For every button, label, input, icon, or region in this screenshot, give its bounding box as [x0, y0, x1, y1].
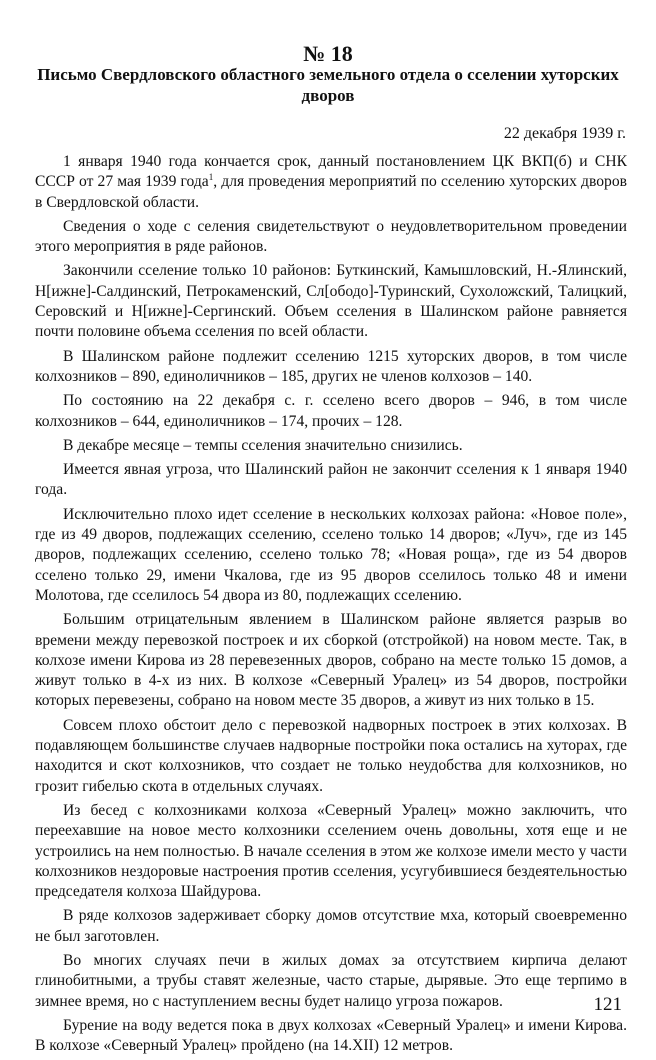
document-body [35, 152, 627, 1060]
page-number: 121 [593, 994, 622, 1015]
paragraph: Закончили сселение только 10 районов: Буткинский, Камышловский, Н.-Ялинский, Н[ижне]-Салдинский, Петрокаменский, Сл[ободо]-Туринский, Сухоложский, Талицкий, Серовский и Н[ижне]-Сергинский. Объем сселения в Шалинском районе равняется почти половине объема сселения по всей области. [35, 262, 627, 341]
paragraph: Из бесед с колхозниками колхоза «Северный Уралец» можно заключить, что переехавшие на новое место колхозники сселением очень довольны, хотя еще и не устроились на нем полностью. В начале сселения в этом же колхозе имели место у части колхозников нездоровые настроения против сселения, усугубившиеся бездеятельностью председателя колхоза Шайдурова. [35, 801, 627, 901]
paragraph: Большим отрицательным явлением в Шалинском районе является разрыв во времени между перевозкой построек и их сборкой (отстройкой) на новом месте. Так, в колхозе имени Кирова из 28 перевезенных дворов, собрано на месте только 15 домов, а живут только в 4-х из них. В колхозе «Северный Уралец» из 54 дворов, постройки которых перевезены, собрано на новом месте 35 дворов, а живут из них только в 15. [35, 611, 627, 710]
paragraph: Сведения о ходе с селения свидетельствуют о неудовлетворительном проведении этого мероприятия в ряде районов. [35, 217, 627, 256]
document-date: 22 декабря 1939 г. [503, 125, 626, 142]
paragraph-text: , для проведения мероприятий по сселению хуторских дворов в Свердловской области. [35, 173, 627, 211]
document-title: Письмо Свердловского областного земельного отдела о сселении хуторских дворов [37, 65, 619, 105]
paragraph: Во многих случаях печи в жилых домах за отсутствием кирпича делают глинобитными, а трубы ставят железные, часто старые, дырявые. Это еще терпимо в зимнее время, но с наступлением весны будет налицо угроза пожаров. [35, 951, 627, 1010]
paragraph: По состоянию на 22 декабря с. г. сселено всего дворов – 946, в том числе колхозников – 644, единоличников – 174, прочих – 128. [35, 392, 627, 430]
footnote-mark: 1 [208, 172, 214, 183]
paragraph: В Шалинском районе подлежит сселению 1215 хуторских дворов, в том числе колхозников – 890, единоличников – 185, других не членов колхозов – 140. [35, 347, 627, 385]
paragraph: Исключительно плохо идет сселение в нескольких колхозах района: «Новое поле», где из 49 дворов, подлежащих сселению, сселено только 14 дворов; «Луч», где из 145 дворов, подлежащих сселению, сселено только 78; «Новая роща», где из 54 дворов сселено только 29, имени Чкалова, где из 95 дворов сселилось только 48 и имени Молотова, где сселилось 54 двора из 80, подлежащих сселению. [35, 505, 627, 604]
paragraph: Совсем плохо обстоит дело с перевозкой надворных построек в этих колхозах. В подавляющем большинстве случаев надворные постройки пока остались на хуторах, где находится и скот колхозников, что создает не только неудобства для колхозников, но грозит гибелью скота в отдельных случаях. [35, 716, 627, 795]
paragraph: Бурение на воду ведется пока в двух колхозах «Северный Уралец» и имени Кирова. В колхозе «Северный Уралец» пройдено (на 14.XII) 12 метров. [35, 1016, 627, 1055]
paragraph: В декабре месяце – темпы сселения значительно снизились. [63, 436, 463, 454]
paragraph-text: 1 января 1940 года кончается срок, данный постановлением ЦК ВКП(б) и СНК СССР от 27 мая 1939 года [35, 153, 627, 191]
paragraph [35, 152, 627, 213]
paragraph: В ряде колхозов задерживает сборку домов отсутствие мха, который своевременно не был заготовлен. [35, 907, 627, 945]
document-number: № 18 [303, 41, 353, 66]
paragraph: Имеется явная угроза, что Шалинский район не закончит сселения к 1 января 1940 года. [35, 461, 627, 499]
